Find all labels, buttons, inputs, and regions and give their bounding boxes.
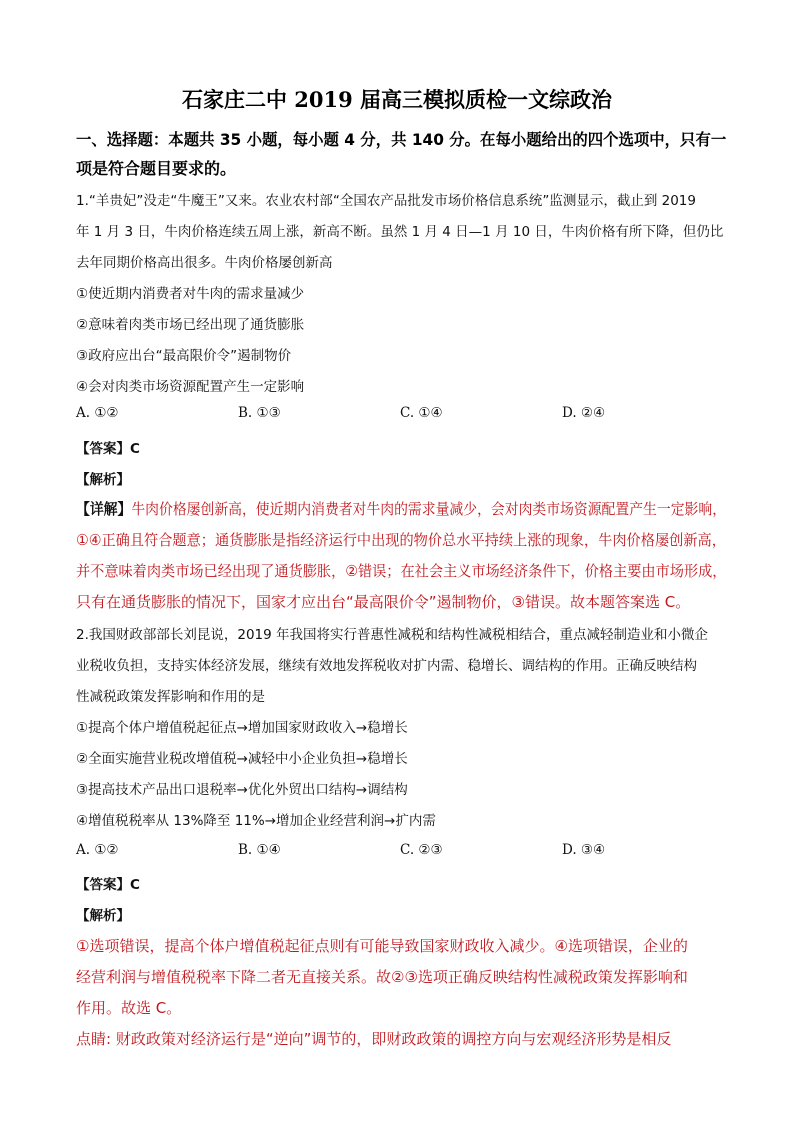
q1-detail-label: 【详解】 [76, 500, 132, 518]
q2-item-3: ③提高技术产品出口退税率→优化外贸出口结构→调结构 [76, 782, 408, 798]
q2-option-d: D. ③④ [562, 842, 606, 858]
q1-option-c: C. ①④ [400, 405, 443, 421]
q1-option-b: B. ①③ [238, 405, 281, 421]
q1-item-3: ③政府应出台“最高限价令”遏制物价 [76, 348, 292, 364]
q1-detail-text-1: 牛肉价格屡创新高，使近期内消费者对牛肉的需求量减少，会对肉类市场资源配置产生一定影响， [131, 500, 727, 518]
q1-detail-line-1 [76, 498, 726, 519]
q2-analysis-line-3: 作用。故选 C。 [76, 999, 182, 1017]
q2-tip: 点睛: 财政政策对经济运行是“逆向”调节的，即财政政策的调控方向与宏观经济形势是相反 [76, 1030, 672, 1048]
q1-stem-line-1: 1.“羊贵妃”没走“牛魔王”又来。农业农村部“全国农产品批发市场价格信息系统”监测显示，截止到 2019 [76, 193, 696, 209]
q2-item-2: ②全面实施营业税改增值税→减轻中小企业负担→稳增长 [76, 751, 408, 767]
q2-analysis-line-1: ①选项错误，提高个体户增值税起征点则有可能导致国家财政收入减少。④选项错误，企业的 [76, 937, 688, 955]
q1-detail-line-3: 并不意味着肉类市场已经出现了通货膨胀，②错误；在社会主义市场经济条件下，价格主要由市场形成， [76, 562, 727, 580]
page-title: 石家庄二中 2019 届高三模拟质检一文综政治 [181, 87, 613, 112]
q2-answer: 【答案】C [76, 877, 140, 893]
q1-stem-line-2: 年 1 月 3 日，牛肉价格连续五周上涨，新高不断。虽然 1 月 4 日—1 月 10 日，牛肉价格有所下降，但仍比 [76, 224, 724, 240]
q2-option-c: C. ②③ [400, 842, 443, 858]
q1-item-1: ①使近期内消费者对牛肉的需求量减少 [76, 286, 305, 302]
q2-stem-line-2: 业税收负担，支持实体经济发展，继续有效地发挥税收对扩内需、稳增长、调结构的作用。正确反映结构 [76, 658, 697, 674]
q1-stem-line-3: 去年同期价格高出很多。牛肉价格屡创新高 [76, 255, 333, 271]
q1-option-a: A. ①② [76, 405, 119, 421]
q2-item-4: ④增值税税率从 13%降至 11%→增加企业经营利润→扩内需 [76, 813, 436, 829]
q1-detail-line-2: ①④正确且符合题意；通货膨胀是指经济运行中出现的物价总水平持续上涨的现象，牛肉价格屡创新高， [76, 531, 726, 549]
section-heading-line-2: 项是符合题目要求的。 [76, 159, 237, 178]
q2-option-a: A. ①② [76, 842, 119, 858]
q1-item-4: ④会对肉类市场资源配置产生一定影响 [76, 379, 305, 395]
q2-stem-line-3: 性减税政策发挥影响和作用的是 [76, 689, 265, 705]
q1-option-d: D. ②④ [562, 405, 606, 421]
q2-stem-line-1: 2.我国财政部部长刘昆说，2019 年我国将实行普惠性减税和结构性减税相结合，重点减轻制造业和小微企 [76, 627, 709, 643]
section-heading-line-1: 一、选择题：本题共 35 小题，每小题 4 分，共 140 分。在每小题给出的四个选项中，只有一 [76, 130, 727, 149]
q1-answer: 【答案】C [76, 441, 140, 457]
q2-analysis-label: 【解析】 [76, 908, 130, 924]
q2-option-b: B. ①④ [238, 842, 281, 858]
q2-analysis-line-2: 经营利润与增值税税率下降二者无直接关系。故②③选项正确反映结构性减税政策发挥影响和 [76, 968, 688, 986]
q2-item-1: ①提高个体户增值税起征点→增加国家财政收入→稳增长 [76, 720, 408, 736]
q1-item-2: ②意味着肉类市场已经出现了通货膨胀 [76, 317, 305, 333]
q1-detail-line-4: 只有在通货膨胀的情况下，国家才应出台“最高限价令”遏制物价，③错误。故本题答案选 C。 [76, 593, 691, 611]
q1-analysis-label: 【解析】 [76, 472, 130, 488]
